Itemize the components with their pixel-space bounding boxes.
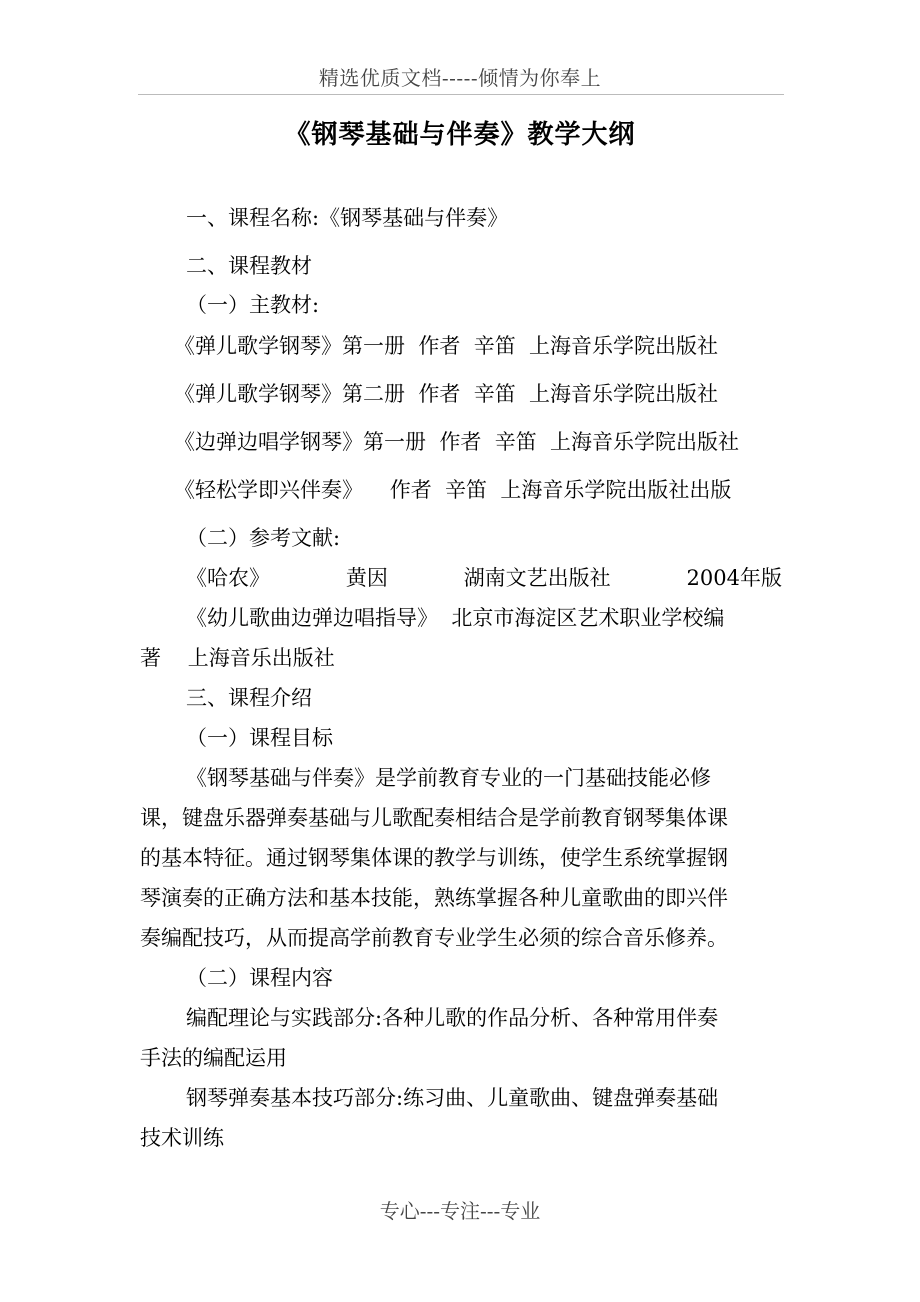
main-book-1: 《弹儿歌学钢琴》第一册 作者 辛笛 上海音乐学院出版社 (174, 334, 719, 358)
document-title: 《钢琴基础与伴奏》教学大纲 (284, 120, 636, 150)
course-name: 一、课程名称:《钢琴基础与伴奏》 (186, 206, 509, 230)
content-paragraph-2-line-2: 技术训练 (140, 1126, 224, 1150)
main-textbook-heading: （一）主教材: (186, 293, 320, 317)
content-paragraph-1-line-1: 编配理论与实践部分:各种儿歌的作品分析、各种常用伴奏 (186, 1006, 719, 1030)
content-paragraph-2-line-1: 钢琴弹奏基本技巧部分:练习曲、儿童歌曲、键盘弹奏基础 (186, 1086, 719, 1110)
page-header: 精选优质文档-----倾情为你奉上 (318, 66, 602, 90)
content-paragraph-1-line-2: 手法的编配运用 (140, 1046, 287, 1070)
reference-1 (186, 563, 782, 593)
goal-paragraph-line-3: 的基本特征。通过钢琴集体课的教学与训练，使学生系统掌握钢 (140, 846, 728, 870)
header-divider (138, 94, 784, 95)
page-footer: 专心---专注---专业 (379, 1199, 541, 1223)
goal-paragraph-line-2: 课，键盘乐器弹奏基础与儿歌配奏相结合是学前教育钢琴集体课 (140, 806, 728, 830)
reference-2-line-2: 著 上海音乐出版社 (140, 646, 335, 670)
main-book-3: 《边弹边唱学钢琴》第一册 作者 辛笛 上海音乐学院出版社 (174, 430, 740, 454)
reference-heading: （二）参考文献: (186, 526, 341, 550)
course-intro-heading: 三、课程介绍 (186, 686, 312, 710)
reference-1-title: 《哈农》 (186, 566, 270, 590)
reference-1-publisher: 湖南文艺出版社 (463, 566, 611, 590)
reference-1-year: 2004年版 (686, 566, 782, 590)
goal-paragraph-line-1: 《钢琴基础与伴奏》是学前教育专业的一门基础技能必修 (186, 766, 711, 790)
course-content-heading: （二）课程内容 (186, 966, 333, 990)
reference-1-author: 黄因 (345, 566, 388, 590)
main-book-2: 《弹儿歌学钢琴》第二册 作者 辛笛 上海音乐学院出版社 (174, 382, 719, 406)
textbook-heading: 二、课程教材 (186, 254, 312, 278)
goal-paragraph-line-4: 琴演奏的正确方法和基本技能，熟练掌握各种儿童歌曲的即兴伴 (140, 886, 728, 910)
main-book-4: 《轻松学即兴伴奏》 作者 辛笛 上海音乐学院出版社出版 (174, 478, 732, 502)
reference-2-line-1: 《幼儿歌曲边弹边唱指导》 北京市海淀区艺术职业学校编 (186, 606, 725, 630)
goal-paragraph-line-5: 奏编配技巧，从而提高学前教育专业学生必须的综合音乐修养。 (140, 926, 728, 950)
course-goal-heading: （一）课程目标 (186, 726, 333, 750)
